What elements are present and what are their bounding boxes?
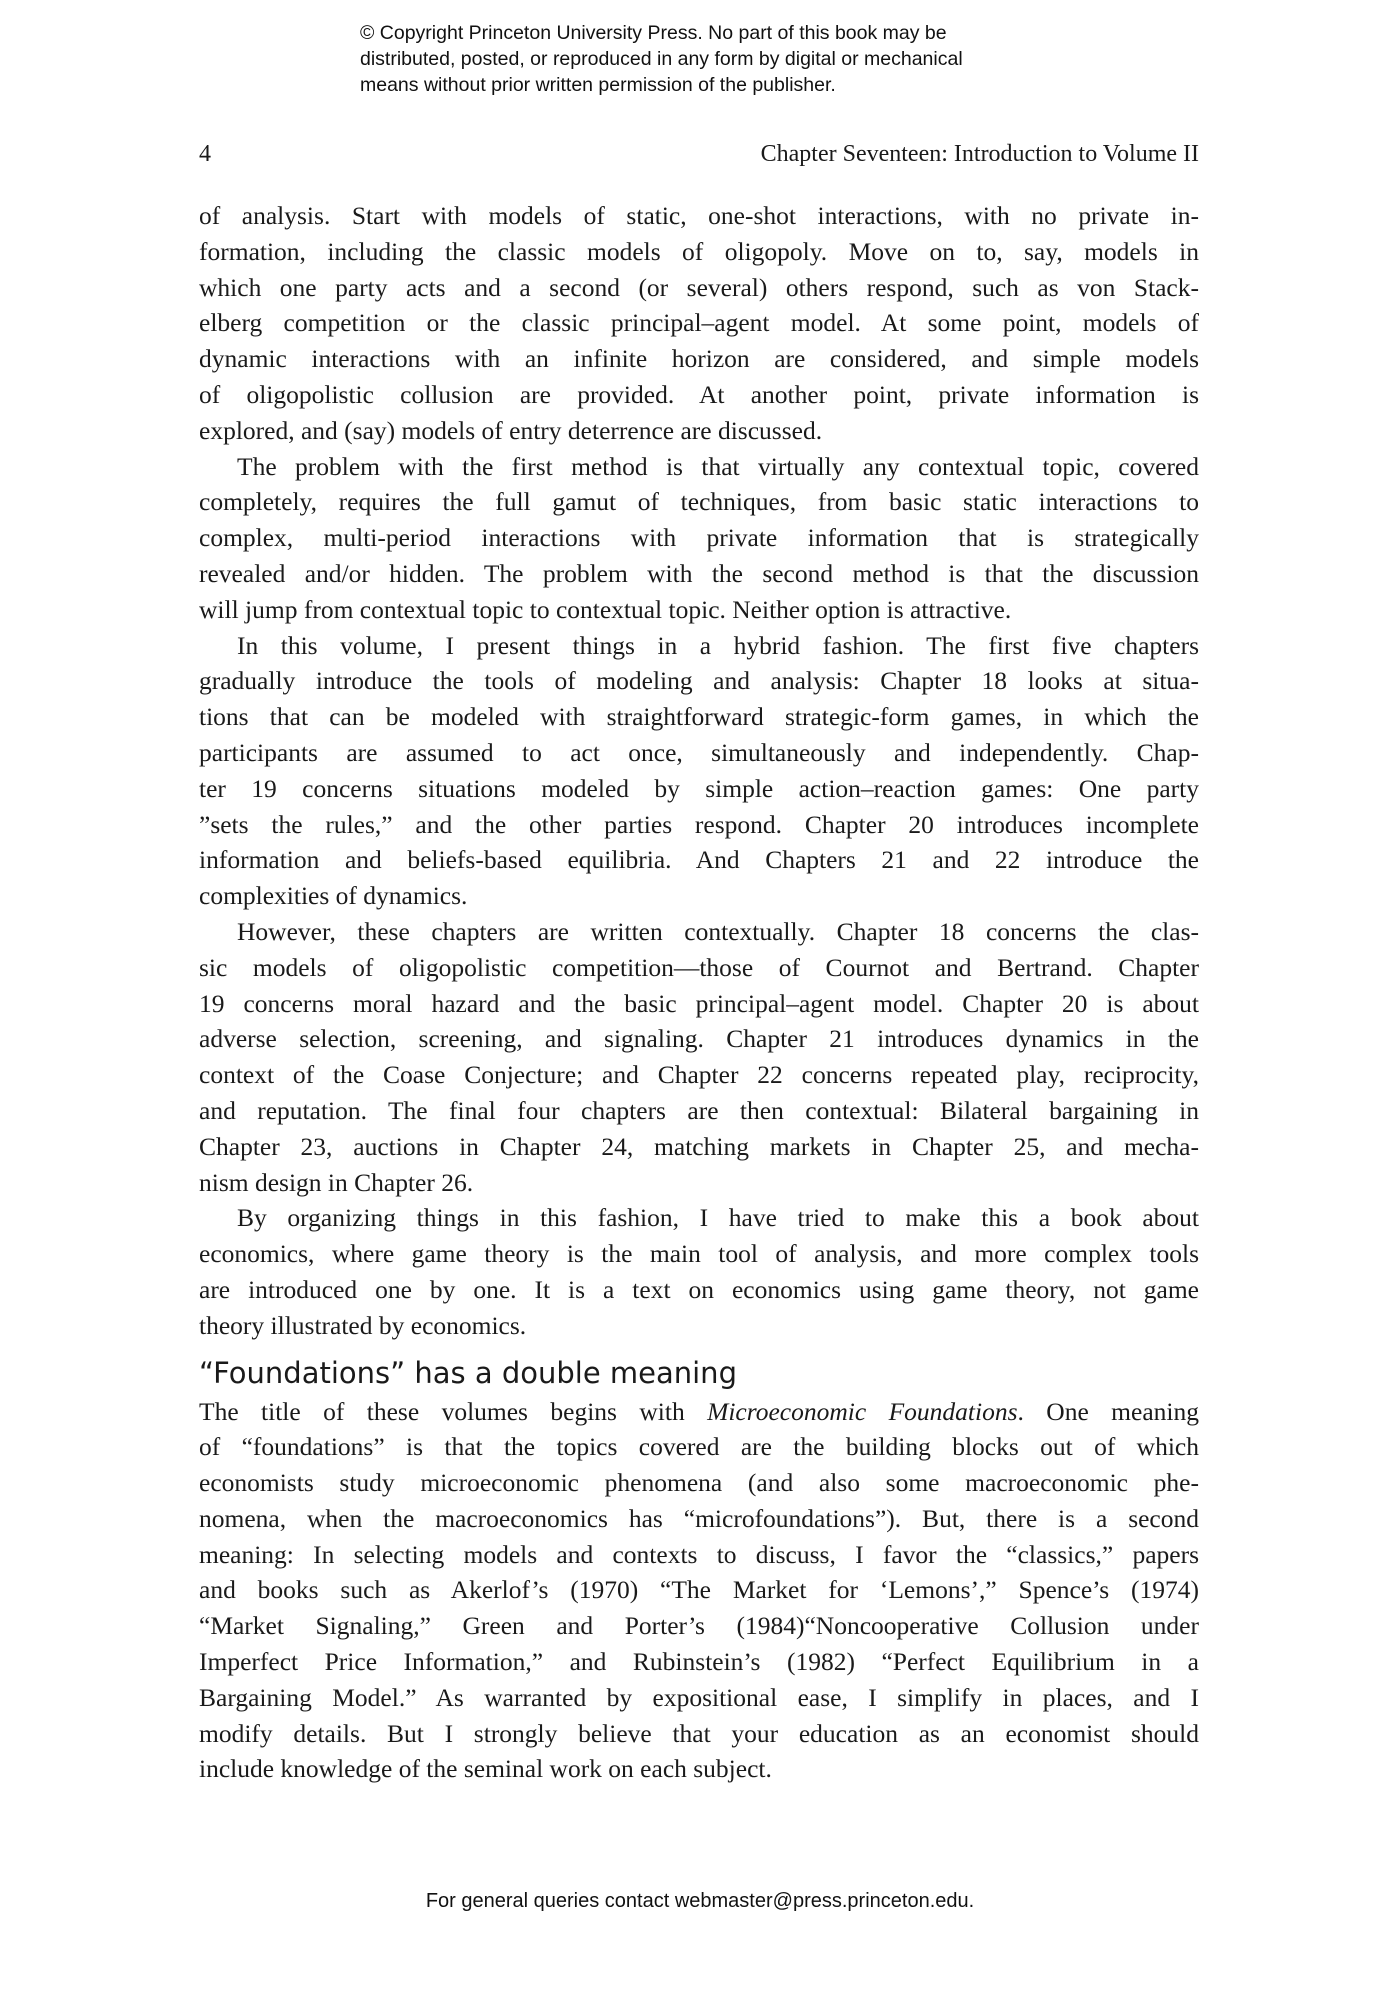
text-line: completely, requires the full gamut of techniques, from basic static interactions to <box>199 487 1199 517</box>
paragraph <box>199 914 1199 1200</box>
text-line: context of the Coase Conjecture; and Chapter 22 concerns repeated play, reciprocity, <box>199 1060 1199 1090</box>
text-line: However, these chapters are written contextually. Chapter 18 concerns the clas- <box>237 916 1199 946</box>
text-line: complexities of dynamics. <box>199 881 468 911</box>
text-line: adverse selection, screening, and signaling. Chapter 21 introduces dynamics in the <box>199 1024 1199 1054</box>
text-line: In this volume, I present things in a hybrid fashion. The first five chapters <box>237 630 1199 660</box>
running-head <box>199 138 1199 170</box>
text-line: of oligopolistic collusion are provided. At another point, private information is <box>199 379 1199 409</box>
text-line: ”sets the rules,” and the other parties respond. Chapter 20 introduces incomplete <box>199 809 1199 839</box>
text-run: . One meaning <box>1017 1396 1199 1426</box>
text-line: and reputation. The final four chapters are then contextual: Bilateral bargaining in <box>199 1095 1199 1125</box>
section-heading: “Foundations” has a double meaning <box>199 1355 737 1390</box>
text-line: 19 concerns moral hazard and the basic principal–agent model. Chapter 20 is about <box>199 988 1199 1018</box>
text-line: which one party acts and a second (or several) others respond, such as von Stack- <box>199 272 1199 302</box>
copyright-line: © Copyright Princeton University Press. No part of this book may be <box>360 22 947 44</box>
footer-contact: For general queries contact webmaster@press.princeton.edu. <box>425 1890 975 1912</box>
text-line: nism design in Chapter 26. <box>199 1167 474 1197</box>
text-line <box>199 1394 1199 1430</box>
text-line: revealed and/or hidden. The problem with the second method is that the discussion <box>199 558 1199 588</box>
chapter-title: Chapter Seventeen: Introduction to Volume II <box>760 141 1199 167</box>
text-line: modify details. But I strongly believe that your education as an economist should <box>199 1718 1199 1748</box>
paragraph <box>199 198 1199 449</box>
text-line: nomena, when the macroeconomics has “microfoundations”). But, there is a second <box>199 1503 1199 1533</box>
text-line: of analysis. Start with models of static, one-shot interactions, with no private in- <box>199 201 1199 230</box>
text-line: economists study microeconomic phenomena (and also some macroeconomic phe- <box>199 1468 1199 1498</box>
text-line: participants are assumed to act once, simultaneously and independently. Chap- <box>199 737 1199 767</box>
paragraph <box>199 1200 1199 1343</box>
text-line: dynamic interactions with an infinite horizon are considered, and simple models <box>199 344 1199 374</box>
text-line: of “foundations” is that the topics covered are the building blocks out of which <box>199 1432 1199 1462</box>
text-line: Chapter 23, auctions in Chapter 24, matching markets in Chapter 25, and mecha- <box>199 1131 1199 1161</box>
text-line: tions that can be modeled with straightforward strategic-form games, in which the <box>199 702 1199 732</box>
text-line: By organizing things in this fashion, I have tried to make this a book about <box>237 1203 1199 1233</box>
text-line: complex, multi-period interactions with private information that is strategically <box>199 523 1199 553</box>
text-line: The problem with the first method is that virtually any contextual topic, covered <box>237 451 1199 481</box>
text-line: and books such as Akerlof’s (1970) “The Market for ‘Lemons’,” Spence’s (1974) <box>199 1575 1199 1605</box>
copyright-line: means without prior written permission of the publisher. <box>360 74 836 96</box>
text-line: economics, where game theory is the main tool of analysis, and more complex tools <box>199 1239 1199 1269</box>
text-run: The title of these volumes begins with <box>199 1396 708 1426</box>
main-text <box>199 198 1199 1787</box>
text-line: elberg competition or the classic principal–agent model. At some point, models of <box>199 308 1199 338</box>
text-line: will jump from contextual topic to contextual topic. Neither option is attractive. <box>199 594 1012 624</box>
text-line: meaning: In selecting models and contexts to discuss, I favor the “classics,” papers <box>199 1539 1199 1569</box>
copyright-line: distributed, posted, or reproduced in any form by digital or mechanical <box>360 48 963 70</box>
text-line: include knowledge of the seminal work on each subject. <box>199 1754 772 1784</box>
section-paragraph <box>199 1394 1199 1788</box>
paragraph <box>199 449 1199 628</box>
text-line: “Market Signaling,” Green and Porter’s (1984)“Noncooperative Collusion under <box>199 1611 1199 1641</box>
paragraph <box>199 628 1199 914</box>
text-line: theory illustrated by economics. <box>199 1310 527 1340</box>
text-line: Imperfect Price Information,” and Rubinstein’s (1982) “Perfect Equilibrium in a <box>199 1647 1199 1677</box>
text-line: are introduced one by one. It is a text on economics using game theory, not game <box>199 1274 1199 1304</box>
text-line: explored, and (say) models of entry deterrence are discussed. <box>199 415 823 445</box>
page-number: 4 <box>199 141 211 167</box>
text-line: formation, including the classic models of oligopoly. Move on to, say, models in <box>199 236 1199 266</box>
copyright-notice <box>360 20 1080 98</box>
text-line: gradually introduce the tools of modeling and analysis: Chapter 18 looks at situa- <box>199 666 1199 696</box>
text-line: Bargaining Model.” As warranted by expositional ease, I simplify in places, and I <box>199 1682 1199 1712</box>
text-line: ter 19 concerns situations modeled by simple action–reaction games: One party <box>199 773 1199 803</box>
book-title-italic: Microeconomic Foundations <box>707 1396 1018 1426</box>
text-line: information and beliefs-based equilibria. And Chapters 21 and 22 introduce the <box>199 845 1199 875</box>
text-line: sic models of oligopolistic competition—those of Cournot and Bertrand. Chapter <box>199 952 1199 982</box>
